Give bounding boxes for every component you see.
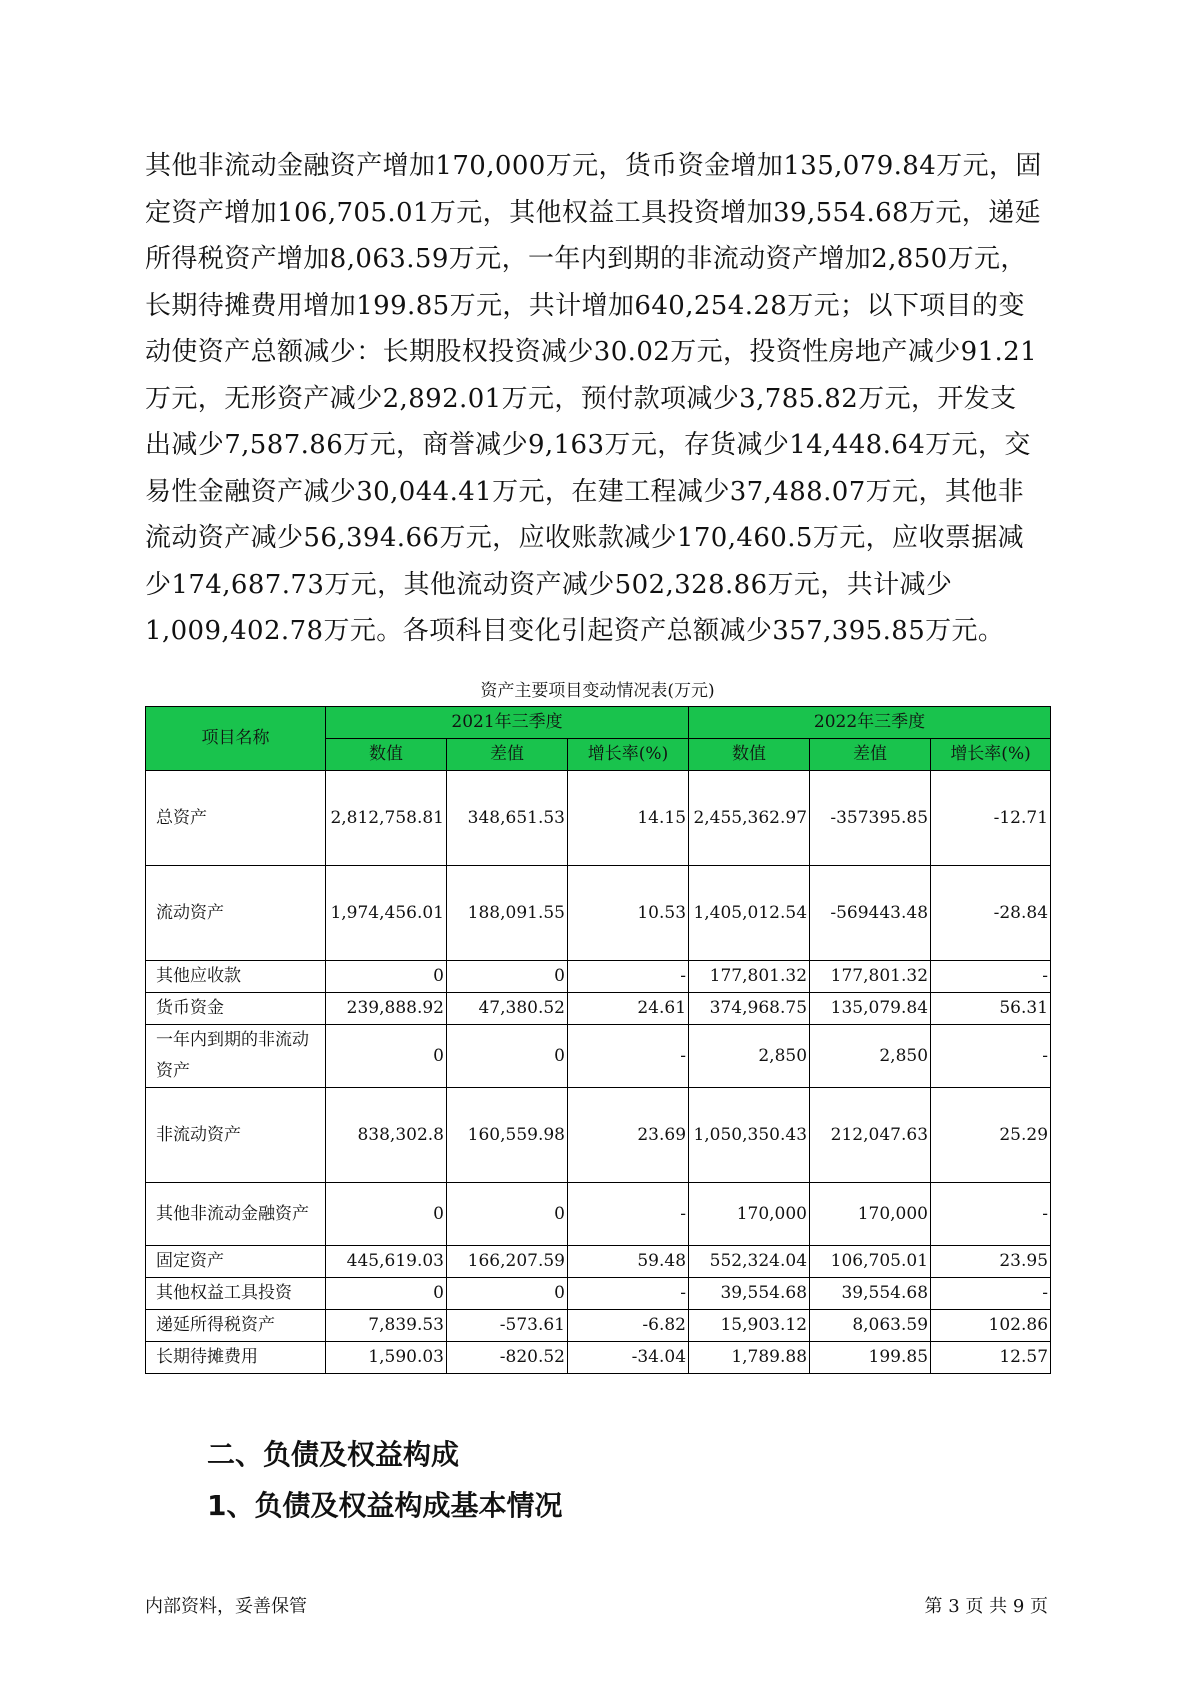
cell: 170,000: [689, 1183, 810, 1246]
paragraph-line: 万元，无形资产减少2,892.01万元，预付款项减少3,785.82万元，开发支: [145, 383, 1017, 414]
cell: -: [568, 1183, 689, 1246]
cell: 1,405,012.54: [689, 866, 810, 961]
table-row: [146, 1246, 1051, 1278]
header-growth: 增长率(%): [568, 739, 689, 771]
cell: 2,455,362.97: [689, 771, 810, 866]
row-name: 其他应收款: [146, 961, 326, 993]
cell: 348,651.53: [447, 771, 568, 866]
cell: -: [931, 1183, 1051, 1246]
cell: -: [568, 1025, 689, 1088]
table-row: [146, 1310, 1051, 1342]
row-name: 一年内到期的非流动资产: [146, 1025, 326, 1088]
cell: 0: [447, 1183, 568, 1246]
cell: 1,789.88: [689, 1342, 810, 1374]
cell: 552,324.04: [689, 1246, 810, 1278]
row-name: 递延所得税资产: [146, 1310, 326, 1342]
cell: -357395.85: [810, 771, 931, 866]
cell: 1,050,350.43: [689, 1088, 810, 1183]
table-row: [146, 1278, 1051, 1310]
cell: -34.04: [568, 1342, 689, 1374]
cell: 10.53: [568, 866, 689, 961]
cell: 199.85: [810, 1342, 931, 1374]
row-name: 非流动资产: [146, 1088, 326, 1183]
cell: 56.31: [931, 993, 1051, 1025]
row-name: 长期待摊费用: [146, 1342, 326, 1374]
body-paragraph: [145, 143, 1050, 655]
cell: 39,554.68: [689, 1278, 810, 1310]
cell: -: [931, 961, 1051, 993]
paragraph-line: 长期待摊费用增加199.85万元，共计增加640,254.28万元；以下项目的变: [145, 290, 1025, 321]
table-row: [146, 993, 1051, 1025]
cell: 170,000: [810, 1183, 931, 1246]
cell: 2,850: [810, 1025, 931, 1088]
paragraph-line: 其他非流动金融资产增加170,000万元，货币资金增加135,079.84万元，固: [145, 151, 1042, 181]
cell: 0: [447, 1278, 568, 1310]
cell: 0: [447, 961, 568, 993]
cell: 0: [326, 1025, 447, 1088]
cell: -: [931, 1278, 1051, 1310]
paragraph-line: 定资产增加106,705.01万元，其他权益工具投资增加39,554.68万元，递延: [145, 197, 1041, 228]
cell: 1,974,456.01: [326, 866, 447, 961]
table-row: [146, 1088, 1051, 1183]
cell: 160,559.98: [447, 1088, 568, 1183]
paragraph-line: 1,009,402.78万元。各项科目变化引起资产总额减少357,395.85万元。: [145, 616, 1005, 646]
cell: 14.15: [568, 771, 689, 866]
cell: 188,091.55: [447, 866, 568, 961]
header-period-2022: 2022年三季度: [689, 707, 1051, 739]
cell: 1,590.03: [326, 1342, 447, 1374]
header-diff: 差值: [810, 739, 931, 771]
cell: 166,207.59: [447, 1246, 568, 1278]
row-name: 流动资产: [146, 866, 326, 961]
cell: 106,705.01: [810, 1246, 931, 1278]
cell: -820.52: [447, 1342, 568, 1374]
paragraph-line: 所得税资产增加8,063.59万元，一年内到期的非流动资产增加2,850万元，: [145, 244, 1027, 274]
footer-confidential-note: 内部资料，妥善保管: [145, 1596, 307, 1617]
header-value: 数值: [326, 739, 447, 771]
subsection-heading: 1、负债及权益构成基本情况: [207, 1489, 563, 1522]
cell: -: [568, 961, 689, 993]
cell: 212,047.63: [810, 1088, 931, 1183]
header-diff: 差值: [447, 739, 568, 771]
cell: 177,801.32: [810, 961, 931, 993]
cell: 8,063.59: [810, 1310, 931, 1342]
cell: 0: [326, 1278, 447, 1310]
table-caption: 资产主要项目变动情况表(万元): [480, 681, 715, 701]
row-name: 货币资金: [146, 993, 326, 1025]
cell: 15,903.12: [689, 1310, 810, 1342]
cell: 135,079.84: [810, 993, 931, 1025]
cell: -6.82: [568, 1310, 689, 1342]
paragraph-line: 动使资产总额减少：长期股权投资减少30.02万元，投资性房地产减少91.21: [145, 337, 1038, 367]
table-row: [146, 1342, 1051, 1374]
table-row: [146, 771, 1051, 866]
cell: 2,812,758.81: [326, 771, 447, 866]
cell: 102.86: [931, 1310, 1051, 1342]
cell: 12.57: [931, 1342, 1051, 1374]
cell: -573.61: [447, 1310, 568, 1342]
paragraph-line: 出减少7,587.86万元，商誉减少9,163万元，存货减少14,448.64万元，交: [145, 430, 1031, 460]
cell: 23.95: [931, 1246, 1051, 1278]
cell: 25.29: [931, 1088, 1051, 1183]
cell: 0: [326, 1183, 447, 1246]
paragraph-line: 流动资产减少56,394.66万元，应收账款减少170,460.5万元，应收票据减: [145, 523, 1025, 553]
cell: -28.84: [931, 866, 1051, 961]
header-growth: 增长率(%): [931, 739, 1051, 771]
row-name: 其他权益工具投资: [146, 1278, 326, 1310]
header-period-2021: 2021年三季度: [326, 707, 689, 739]
cell: 23.69: [568, 1088, 689, 1183]
cell: 838,302.8: [326, 1088, 447, 1183]
header-item-name: 项目名称: [146, 707, 326, 771]
assets-change-table: [145, 706, 1051, 1374]
cell: 239,888.92: [326, 993, 447, 1025]
table-row: [146, 866, 1051, 961]
cell: 177,801.32: [689, 961, 810, 993]
cell: 24.61: [568, 993, 689, 1025]
cell: 47,380.52: [447, 993, 568, 1025]
cell: 0: [447, 1025, 568, 1088]
row-name: 其他非流动金融资产: [146, 1183, 326, 1246]
cell: -569443.48: [810, 866, 931, 961]
table-row: [146, 1183, 1051, 1246]
paragraph-line: 易性金融资产减少30,044.41万元，在建工程减少37,488.07万元，其他非: [145, 476, 1025, 507]
cell: 2,850: [689, 1025, 810, 1088]
cell: 59.48: [568, 1246, 689, 1278]
footer-page-number: 第 3 页 共 9 页: [924, 1596, 1048, 1617]
cell: 7,839.53: [326, 1310, 447, 1342]
cell: 445,619.03: [326, 1246, 447, 1278]
cell: -12.71: [931, 771, 1051, 866]
cell: -: [568, 1278, 689, 1310]
cell: 0: [326, 961, 447, 993]
section-heading: 二、负债及权益构成: [207, 1438, 460, 1471]
cell: -: [931, 1025, 1051, 1088]
header-value: 数值: [689, 739, 810, 771]
cell: 374,968.75: [689, 993, 810, 1025]
table-row: [146, 961, 1051, 993]
paragraph-line: 少174,687.73万元，其他流动资产减少502,328.86万元，共计减少: [145, 569, 953, 600]
row-name: 固定资产: [146, 1246, 326, 1278]
row-name: 总资产: [146, 771, 326, 866]
table-row: [146, 1025, 1051, 1088]
cell: 39,554.68: [810, 1278, 931, 1310]
